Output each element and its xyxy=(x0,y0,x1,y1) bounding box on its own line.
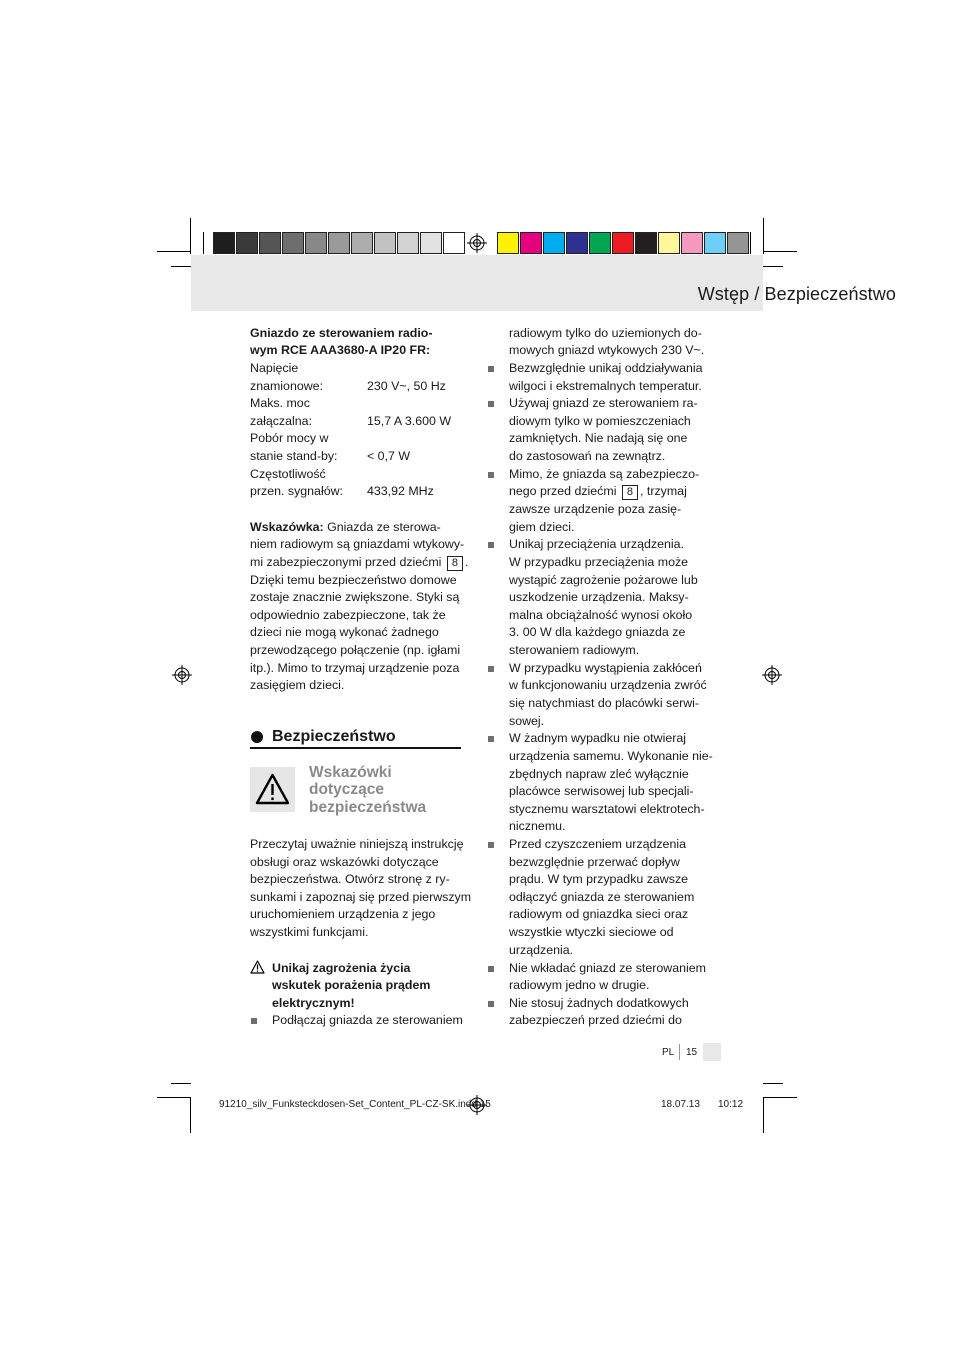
color-swatch xyxy=(213,232,235,254)
crop-mark xyxy=(157,1097,190,1098)
color-swatch xyxy=(589,232,611,254)
intro-line: obsługi oraz wskazówki dotyczące xyxy=(250,855,439,869)
bullet-text: urządzenia samemu. Wykonanie nie- xyxy=(509,749,713,763)
color-swatch xyxy=(727,232,749,254)
note-text: Gniazda ze sterowa- xyxy=(323,520,441,534)
bullet-text: zamkniętych. Nie nadają się one xyxy=(509,431,688,445)
note-line xyxy=(250,554,468,572)
note-line: zasięgiem dzieci. xyxy=(250,678,345,692)
bullet-text: W przypadku przeciążenia może xyxy=(509,555,689,569)
intro-line: bezpieczeństwa. Otwórz stronę z ry- xyxy=(250,872,450,886)
bullet-text: malna obciążalność wynosi około xyxy=(509,608,693,622)
bullet-text: nicznemu. xyxy=(509,819,566,833)
danger-heading: Unikaj zagrożenia życia xyxy=(272,961,411,975)
bullet-text: odłączyć gniazda ze sterowaniem xyxy=(509,890,695,904)
bullet-text: uszkodzenie urządzenia. Maksy- xyxy=(509,590,689,604)
color-swatch xyxy=(566,232,588,254)
bullet-icon xyxy=(488,472,494,478)
spec-value: 15,7 A 3.600 W xyxy=(367,414,452,428)
spec-label: stanie stand-by: xyxy=(250,449,338,463)
header-band xyxy=(191,255,763,311)
footer-tab xyxy=(703,1043,721,1061)
bullet-text: radiowym od gniazdka sieci oraz xyxy=(509,907,689,921)
bullet-text: Mimo, że gniazda są zabezpieczo- xyxy=(509,467,700,481)
color-swatch xyxy=(704,232,726,254)
crop-mark xyxy=(171,1083,191,1084)
bullet-text: radiowym tylko do uziemionych do- xyxy=(509,326,702,340)
section-underline xyxy=(250,747,461,749)
bullet-text: W przypadku wystąpienia zakłóceń xyxy=(509,661,702,675)
warning-heading: dotyczące xyxy=(309,781,384,798)
spec-label: przen. sygnałów: xyxy=(250,484,343,498)
color-swatch xyxy=(420,232,442,254)
bullet-text: placówce serwisowej lub specjali- xyxy=(509,784,694,798)
spec-label: Maks. moc xyxy=(250,396,310,410)
spec-label: Pobór mocy w xyxy=(250,431,329,445)
bullet-text: giem dzieci. xyxy=(509,520,575,534)
warning-heading: Wskazówki xyxy=(309,764,392,781)
color-swatch xyxy=(374,232,396,254)
color-swatch xyxy=(328,232,350,254)
color-swatch xyxy=(681,232,703,254)
bullet-text: zabezpieczeń przed dziećmi do xyxy=(509,1013,682,1027)
spec-value: 433,92 MHz xyxy=(367,484,434,498)
danger-heading: wskutek porażenia prądem xyxy=(272,978,431,992)
crop-mark xyxy=(763,218,764,254)
figure-reference: 8 xyxy=(622,485,638,500)
bullet-icon xyxy=(488,666,494,672)
crop-mark xyxy=(763,266,783,267)
crop-mark xyxy=(203,232,204,254)
warning-heading: bezpieczeństwa xyxy=(309,799,427,816)
section-title: Bezpieczeństwo xyxy=(272,728,396,745)
bullet-text xyxy=(509,483,687,501)
note-label: Wskazówka: xyxy=(250,520,324,534)
danger-heading: elektrycznym! xyxy=(272,996,355,1010)
bullet-text: Nie stosuj żadnych dodatkowych xyxy=(509,996,689,1010)
bullet-text: mowych gniazd wtykowych 230 V~. xyxy=(509,343,705,357)
bullet-text: w funkcjonowaniu urządzenia zwróć xyxy=(509,678,707,692)
note-line xyxy=(250,519,441,537)
bullet-text: radiowym jedno w drugie. xyxy=(509,978,650,992)
spec-label: Napięcie xyxy=(250,361,299,375)
bullet-text: , trzymaj xyxy=(640,484,687,498)
spec-label: Częstotliwość xyxy=(250,467,326,481)
slug-filename: 91210_silv_Funksteckdosen-Set_Content_PL-CZ-SK.indd 15 xyxy=(219,1099,491,1110)
note-line: Dzięki temu bezpieczeństwo domowe xyxy=(250,573,457,587)
color-swatch xyxy=(236,232,258,254)
spec-value: 230 V~, 50 Hz xyxy=(367,379,446,393)
registration-mark-icon xyxy=(467,233,487,253)
warning-box xyxy=(250,767,295,812)
bullet-text: Nie wkładać gniazd ze sterowaniem xyxy=(509,961,706,975)
bullet-text: 3. 00 W dla każdego gniazda ze xyxy=(509,625,686,639)
bullet-icon xyxy=(488,966,494,972)
color-swatch xyxy=(259,232,281,254)
crop-mark xyxy=(190,218,191,254)
bullet-text: Używaj gniazd ze sterowaniem ra- xyxy=(509,396,698,410)
page-title: Wstęp / Bezpieczeństwo xyxy=(697,284,896,304)
note-line: dzieci nie mogą wykonać żadnego xyxy=(250,625,439,639)
warning-triangle-icon xyxy=(250,960,265,974)
color-swatch xyxy=(305,232,327,254)
note-text: mi zabezpieczonymi przed dziećmi xyxy=(250,555,445,569)
bullet-text: stycznemu warsztatowi elektrotech- xyxy=(509,802,705,816)
crop-mark xyxy=(190,1097,191,1133)
crop-mark xyxy=(763,1083,783,1084)
note-line: odpowiednio zabezpieczone, tak że xyxy=(250,608,446,622)
note-text: . xyxy=(465,555,469,569)
note-line: zostaje znacznie zwiększone. Styki są xyxy=(250,590,460,604)
bullet-icon xyxy=(488,542,494,548)
registration-mark-icon xyxy=(762,665,782,685)
slug-time: 10:12 xyxy=(718,1099,744,1110)
section-bullet-icon xyxy=(251,731,263,743)
bullet-text: nego przed dziećmi xyxy=(509,484,620,498)
warning-triangle-icon xyxy=(250,767,295,812)
spec-heading: Gniazdo ze sterowaniem radio- xyxy=(250,326,433,340)
intro-line: wszystkimi funkcjami. xyxy=(250,925,369,939)
color-swatch xyxy=(282,232,304,254)
bullet-text: się natychmiast do placówki serwi- xyxy=(509,696,700,710)
crop-mark xyxy=(157,251,190,252)
slug-date: 18.07.13 xyxy=(661,1099,700,1110)
intro-line: sunkami i zapoznaj się przed pierwszym xyxy=(250,890,472,904)
intro-line: Przeczytaj uważnie niniejszą instrukcję xyxy=(250,837,464,851)
note-line: itp.). Mimo to trzymaj urządzenie poza xyxy=(250,661,460,675)
crop-mark xyxy=(763,1097,764,1133)
language-code: PL xyxy=(662,1047,675,1058)
color-swatch xyxy=(520,232,542,254)
bullet-icon xyxy=(488,401,494,407)
bullet-text: wilgoci i ekstremalnych temperatur. xyxy=(509,379,702,393)
page-number: 15 xyxy=(686,1047,698,1058)
color-swatch xyxy=(443,232,465,254)
crop-mark xyxy=(764,251,797,252)
color-swatch xyxy=(351,232,373,254)
bullet-text: zbędnych napraw zleć wyłącznie xyxy=(509,767,689,781)
crop-mark xyxy=(764,1097,797,1098)
bullet-text: wszystkie wtyczki sieciowe od xyxy=(509,925,674,939)
bullet-text: urządzenia. xyxy=(509,943,574,957)
bullet-icon xyxy=(251,1018,257,1024)
spec-value: < 0,7 W xyxy=(367,449,411,463)
bullet-icon xyxy=(488,842,494,848)
bullet-text: W żadnym wypadku nie otwieraj xyxy=(509,731,686,745)
spec-label: załączalna: xyxy=(250,414,312,428)
bullet-text: do zastosowań na zewnątrz. xyxy=(509,449,666,463)
color-swatch xyxy=(658,232,680,254)
figure-reference: 8 xyxy=(447,556,463,571)
spec-heading: wym RCE AAA3680-A IP20 FR: xyxy=(250,343,431,357)
note-line: przewodzącego połączenie (np. igłami xyxy=(250,643,461,657)
color-swatch xyxy=(543,232,565,254)
bullet-icon xyxy=(488,1001,494,1007)
crop-mark xyxy=(171,266,191,267)
crop-mark xyxy=(750,232,751,254)
bullet-icon xyxy=(488,366,494,372)
bullet-text: sterowaniem radiowym. xyxy=(509,643,640,657)
bullet-text: Przed czyszczeniem urządzenia xyxy=(509,837,686,851)
bullet-text: Unikaj przeciążenia urządzenia. xyxy=(509,537,684,551)
intro-line: uruchomieniem urządzenia z jego xyxy=(250,907,436,921)
bullet-text: wystąpić zagrożenie pożarowe lub xyxy=(509,573,698,587)
color-swatch xyxy=(497,232,519,254)
bullet-text: Podłączaj gniazda ze sterowaniem xyxy=(272,1013,463,1027)
bullet-text: Bezwzględnie unikaj oddziaływania xyxy=(509,361,703,375)
spec-label: znamionowe: xyxy=(250,379,324,393)
color-swatch xyxy=(397,232,419,254)
footer-divider xyxy=(679,1044,680,1060)
bullet-text: prądu. W tym przypadku zawsze xyxy=(509,872,689,886)
color-swatch xyxy=(635,232,657,254)
note-line: niem radiowym są gniazdami wtykowy- xyxy=(250,537,465,551)
registration-mark-icon xyxy=(172,665,192,685)
bullet-text: zawsze urządzenie poza zasię- xyxy=(509,502,682,516)
bullet-icon xyxy=(488,736,494,742)
bullet-text: diowym tylko w pomieszczeniach xyxy=(509,414,691,428)
color-swatch xyxy=(612,232,634,254)
bullet-text: sowej. xyxy=(509,714,545,728)
bullet-text: bezwzględnie przerwać dopływ xyxy=(509,855,680,869)
